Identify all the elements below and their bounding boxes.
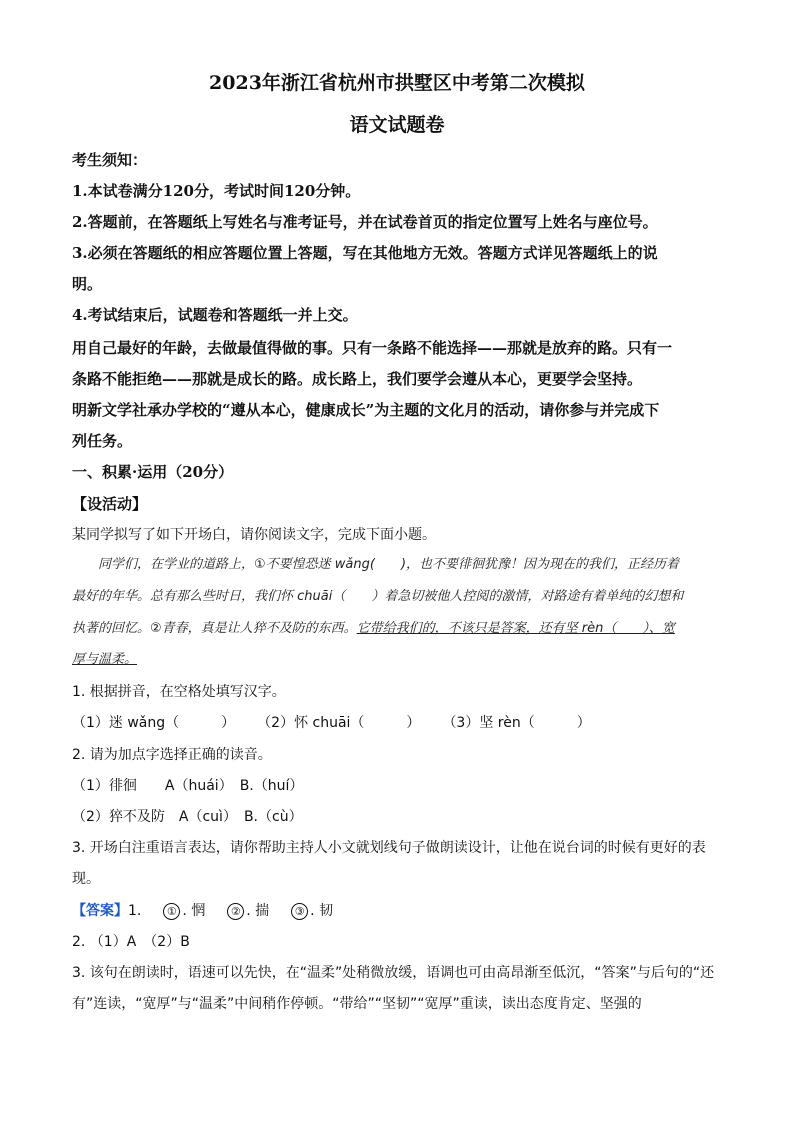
- activity-heading: 【设活动】: [72, 495, 148, 513]
- intro-line: 条路不能拒绝——那就是成长的路。成长路上，我们要学会遵从本心，更要学会坚持。: [72, 370, 643, 388]
- answer-line: 2. （1）A （2）B: [72, 934, 190, 950]
- question-3-stem: 3. 开场白注重语言表达，请你帮助主持人小文就划线句子做朗读设计，让他在说台词的时候有更好的表: [72, 840, 706, 856]
- question-2-stem: 2. 请为加点字选择正确的读音。: [72, 747, 272, 763]
- notice-item: 2.答题前，在答题纸上写姓名与准考证号，并在试卷首页的指定位置写上姓名与座位号。: [72, 213, 658, 231]
- passage-text: 执著的回忆。②青春，真是让人猝不及防的东西。: [72, 621, 357, 636]
- exam-title: 2023年浙江省杭州市拱墅区中考第二次模拟: [209, 72, 585, 94]
- notice-item: 3.必须在答题纸的相应答题位置上答题，写在其他地方无效。答题方式详见答题纸上的说: [72, 244, 658, 262]
- answer-number: 1.: [128, 903, 142, 919]
- answer-line: 有”连读，“宽厚”与“温柔”中间稍作停顿。“带给”“坚韧”“宽厚”重读，读出态度肯定、坚强的: [72, 996, 642, 1012]
- question-1-item: （2）怀 chuāi（ ）: [257, 715, 421, 731]
- intro-line: 用自己最好的年龄，去做最值得做的事。只有一条路不能选择——那就是放弃的路。只有一: [72, 339, 673, 357]
- question-2-item: （2）猝不及防 A（cuì） B.（cù）: [72, 809, 303, 825]
- question-2-item: （1）徘徊 A（huái） B.（huí）: [72, 778, 304, 794]
- question-1-item: （3）坚 rèn（ ）: [442, 715, 591, 731]
- circled-number: ②: [227, 903, 244, 920]
- passage-line: 同学们，在学业的道路上，①不要惶恐迷 wǎng( )，也不要徘徊犹豫！因为现在的我们，正经历着: [98, 557, 680, 572]
- answer-value: . 韧: [310, 903, 334, 919]
- answer-line: [72, 901, 726, 921]
- underlined-sentence: 它带给我们的，不该只是答案，还有坚 rèn（ ）、宽: [356, 621, 675, 636]
- notice-item: 明。: [72, 275, 103, 293]
- circled-number: ①: [163, 903, 180, 920]
- notice-item: 1.本试卷满分120分，考试时间120分钟。: [72, 182, 361, 200]
- circled-number: ③: [291, 903, 308, 920]
- notice-heading: 考生须知：: [72, 151, 148, 169]
- section-heading: 一、积累·运用（20分）: [72, 463, 234, 481]
- exam-subtitle: 语文试题卷: [349, 114, 445, 136]
- question-3-stem: 现。: [72, 871, 100, 887]
- passage-line: 最好的年华。总有那么些时日，我们怀 chuāi（ ）着急切被他人控阅的激情，对路途有着单纯的幻想和: [72, 589, 684, 604]
- answer-label: 【答案】: [72, 903, 128, 919]
- answer-line: 3. 该句在朗读时，语速可以先快，在“温柔”处稍微放缓，语调也可由高昂渐至低沉，“答案”与后句的“还: [72, 965, 715, 981]
- passage-line: [72, 620, 726, 638]
- intro-line: 列任务。: [72, 432, 133, 450]
- underlined-sentence-end: 厚与温柔。: [72, 652, 138, 667]
- question-1-items: [72, 713, 726, 733]
- answer-value: . 惘: [182, 903, 206, 919]
- question-1-stem: 1. 根据拼音，在空格处填写汉字。: [72, 684, 286, 700]
- answer-value: . 揣: [246, 903, 270, 919]
- task-intro: 某同学拟写了如下开场白，请你阅读文字，完成下面小题。: [72, 527, 436, 543]
- notice-item: 4.考试结束后，试题卷和答题纸一并上交。: [72, 306, 358, 324]
- question-1-item: （1）迷 wǎng（ ）: [72, 715, 236, 731]
- intro-line: 明新文学社承办学校的“遵从本心，健康成长”为主题的文化月的活动，请你参与并完成下: [72, 401, 660, 419]
